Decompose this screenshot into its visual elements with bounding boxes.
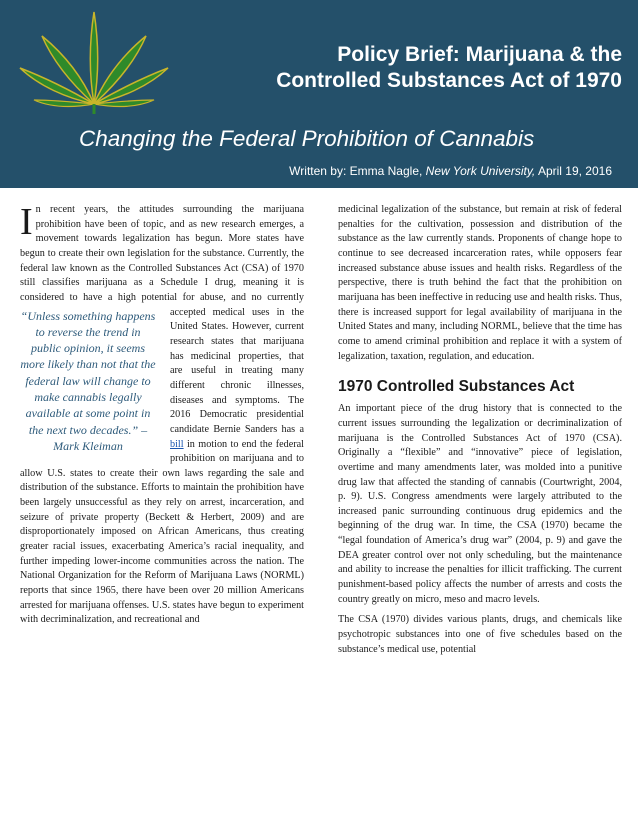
byline — [289, 164, 612, 178]
title-line-2: Controlled Substances Act of 1970 — [276, 69, 622, 92]
right-paragraph-1: medicinal legalization of the substance, but remain at risk of federal penalties for the cultivation, possession and distribution of the substance as the law currently stands. Proponents of change hope to continue to see decreased incarceration rates, while opposers fear increased substance abuse issues and health risks. Regardless of the perspective, there is truth behind the fact that the prohibition on marijuana has been ineffective in reducing use and health risks. Thus, there is increased support for legal availability of marijuana in the United States and many, including NORML, believe that the time has come to amend criminal prohibition and replace it with a system of legalization, taxation, regulation, and education. — [338, 204, 622, 362]
byline-author: Written by: Emma Nagle, — [289, 164, 426, 178]
section-heading: 1970 Controlled Substances Act — [338, 378, 575, 396]
intro-text-a: accepted medical uses in the United States. However, current research states that marijuana has medicinal properties, that are useful in treating many different chronic illnesses, diseases and symptoms. The 2016 Democratic presidential candidate Bernie Sanders has a — [170, 306, 304, 435]
bill-link[interactable]: bill — [170, 438, 184, 450]
intro-paragraph — [20, 203, 304, 628]
intro-text-a1: n recent years, the attitudes surrounding the marijuana prohibition have been of topic, and as new research emerges, a movement towards legalization has begun. More states have begun to create their own legislation for the substance. Currently, the federal law known as the Controlled Substances Act (CSA) of 1970 still classifies marijuana as a Schedule I drug, meaning it is considered to have a high potential for abuse, and no currently — [20, 204, 304, 303]
byline-date: April 19, 2016 — [535, 164, 612, 178]
left-column — [20, 203, 304, 634]
cannabis-leaf-icon — [14, 8, 174, 116]
pull-quote: “Unless something happens to reverse the trend in public opinion, it seems more likely than not that the federal law will change to make cannabis legally available at some point in the next two decades.” – Mark Kleiman — [20, 308, 156, 453]
header-banner — [0, 0, 638, 188]
intro-text-b: in motion to end the federal prohibition on marijuana and to allow U.S. states to create their own laws regarding the sale and distribution of the substance. Efforts to maintain the prohibition have been largely unsuccessful as they rely on arrest, incarceration, and seizure of private property (Beckett & Herbert, 2009) and are disproportionately imposed on African Americans, thus creating greater racial issues, exacerbating America’s racial inequality, and further impeding lower-income communities across the nation. The National Organization for the Reform of Marijuana Laws (NORML) reports that since 1965, there have been over 20 million Americans arrested for marijuana offenses. U.S. states have begun to experiment with decriminalization, and recreational and — [20, 438, 304, 626]
right-paragraph-3: The CSA (1970) divides various plants, drugs, and chemicals like psychotropic substances into one of five schedules based on the substance’s medical use, potential — [338, 614, 622, 655]
title-line-1: Policy Brief: Marijuana & the — [337, 43, 622, 66]
right-column — [338, 203, 622, 663]
byline-org: New York University, — [425, 164, 536, 178]
right-paragraph-2: An important piece of the drug history that is connected to the current issues surrounding the legalization or decriminalization of marijuana is the Controlled Substances Act of 1970 (CSA). Originally a “flexible” and “innovative” piece of legislation, overtime and many amendments later, was molded into a punitive drug law that affected the standing of cannabis (Courtwright, 2004, p. 9). U.S. Congress amendments were largely attributed to the increased panic surrounding continuous drug epidemics and the beginning of the drug war. In time, the CSA (1970) became the “legal foundation of America’s drug war” (2004, p. 9) and gave the DEA greater control over not only scheduling, but the maintenance and ability to increase the penalties for illicit trafficking. The current punishment-based policy affects the number of arrests and costs the country greatly on micro, meso and macro levels. — [338, 403, 622, 605]
page-title — [276, 42, 622, 94]
page-subtitle: Changing the Federal Prohibition of Cannabis — [79, 126, 535, 151]
drop-cap: I — [20, 201, 33, 243]
